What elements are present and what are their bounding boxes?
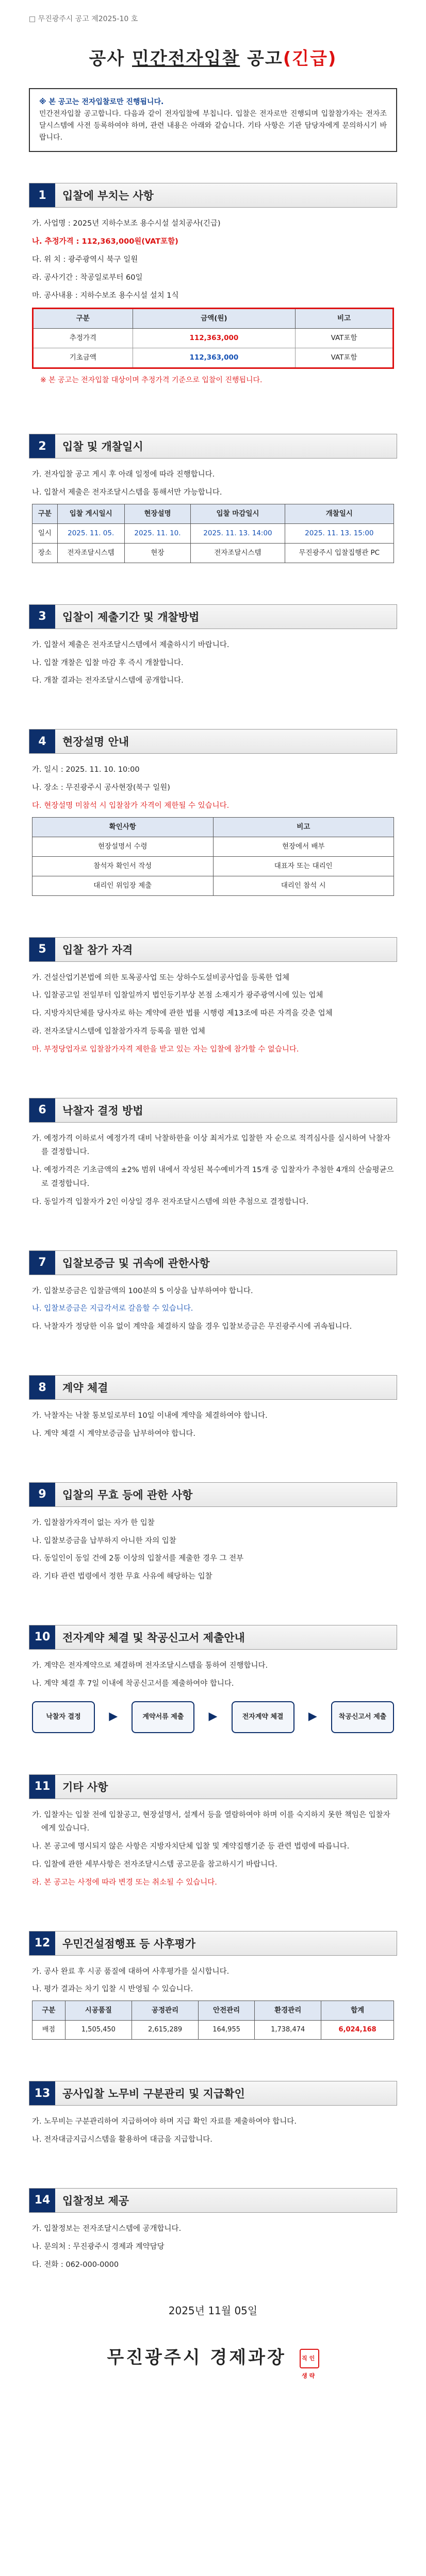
item: 가. 노무비는 구분관리하여 지급하여야 하며 지급 확인 자료를 제출하여야 합니다. (32, 2117, 297, 2126)
table-row: 현장설명서 수령 현장에서 배부 (32, 837, 394, 856)
section-number: 11 (29, 1775, 55, 1799)
section-header (29, 434, 397, 459)
section-12 (29, 1931, 397, 2040)
section-number: 2 (29, 434, 55, 458)
item: 나. 예정가격은 기초금액의 ±2% 범위 내에서 작성된 복수예비가격 15개 중 입찰자가 추첨한 4개의 산술평균으로 결정합니다. (32, 1166, 394, 1189)
item: 가. 일시 : 2025. 11. 10. 10:00 (32, 766, 140, 774)
section-8 (29, 1375, 397, 1441)
item: 나. 입찰보증금을 납부하지 아니한 자의 입찰 (32, 1536, 176, 1545)
section-number: 4 (29, 730, 55, 753)
issuing-organization: 무진광주시 경제과장 직인생략 (29, 2343, 397, 2368)
section-title: 우민건설점행표 등 사후평가 (62, 1937, 196, 1950)
section-number: 14 (29, 2189, 55, 2212)
table-row: 참석자 확인서 작성 대표자 또는 대리인 (32, 856, 394, 876)
item: 나. 장소 : 무진광주시 공사현장(북구 일원) (32, 784, 170, 792)
intro-text: 민간전자입찰 공고합니다. 다음과 같이 전자입찰에 부칩니다. 입찰은 전자로만 진행되며 입찰참가자는 전자조달시스템에 사전 등록하여야 하며, 관련 내용은 아래와 같습니다. 기타 사항은 기관 담당자에게 문의하시기 바랍니다. (39, 110, 387, 142)
section-title: 기타 사항 (62, 1781, 108, 1793)
section-number: 8 (29, 1376, 55, 1399)
item: 라. 기타 관련 법령에서 정한 무효 사유에 해당하는 입찰 (32, 1572, 212, 1581)
table-row: 일시 2025. 11. 05. 2025. 11. 10. 2025. 11. 13. 14:00 2025. 11. 13. 15:00 (32, 523, 394, 543)
item: 마. 부정당업자로 입찰참가자격 제한을 받고 있는 자는 입찰에 참가할 수 없습니다. (32, 1045, 299, 1054)
section-4 (29, 729, 397, 895)
item: 라. 전자조달시스템에 입찰참가자격 등록을 필한 업체 (32, 1027, 205, 1036)
section-title: 입찰 참가 자격 (62, 943, 133, 956)
process-step: 전자계약 체결 (232, 1701, 294, 1733)
notice-number: □ 무진광주시 공고 제2025-10 호 (29, 15, 138, 23)
section-title: 현장설명 안내 (62, 736, 129, 749)
section-number: 7 (29, 1251, 55, 1275)
section-10 (29, 1625, 397, 1733)
item: 가. 입찰정보는 전자조달시스템에 공개합니다. (32, 2224, 182, 2233)
section-number: 3 (29, 605, 55, 629)
item: 나. 입찰공고일 전일부터 입찰일까지 법인등기부상 본점 소재지가 광주광역시에 있는 업체 (32, 991, 323, 1000)
section-header (29, 1482, 397, 1507)
item: 가. 사업명 : 2025년 지하수보조 용수시설 설치공사(긴급) (32, 219, 221, 228)
section-3 (29, 604, 397, 688)
section-number: 6 (29, 1098, 55, 1122)
section-title: 입찰정보 제공 (62, 2194, 129, 2207)
score-table: 구분 시공품질 공정관리 안전관리 환경관리 합계 배점 1,505,450 2,615,289 164,955 1,738,474 6,024,168 (32, 2001, 394, 2040)
table-row: 기초금액 112,363,000 VAT포함 (33, 348, 394, 368)
process-step: 계약서류 제출 (132, 1701, 194, 1733)
item: 가. 입찰자는 입찰 전에 입찰공고, 현장설명서, 설계서 등을 열람하여야 하며 이를 숙지하지 못한 책임은 입찰자에게 있습니다. (32, 1810, 390, 1833)
item: 나. 평가 결과는 차기 입찰 시 반영될 수 있습니다. (32, 1985, 193, 1994)
process-step: 낙찰자 결정 (32, 1701, 95, 1733)
section-header (29, 1375, 397, 1400)
item: 다. 전화 : 062-000-0000 (32, 2260, 119, 2269)
intro-highlight: ※ 본 공고는 전자입찰로만 진행됩니다. (39, 98, 164, 106)
section-number: 10 (29, 1625, 55, 1649)
section-header (29, 2188, 397, 2213)
section-title: 입찰의 무효 등에 관한 사항 (62, 1488, 193, 1501)
item: 나. 입찰보증금은 지급각서로 갈음할 수 있습니다. (32, 1304, 193, 1313)
issue-date: 2025년 11월 05일 (168, 2304, 258, 2317)
table-row: 배점 1,505,450 2,615,289 164,955 1,738,474 6,024,168 (32, 2021, 394, 2040)
schedule-table: 구분 입찰 게시일시 현장설명 입찰 마감일시 개찰일시 일시 2025. 11. 05. 2025. 11. 10. 2025. 11. 13. 14:00 2025. 11. 13. 15:00 장소 전자조달시스템 현장 전자조달시스템 무진광주시 입찰집행관 PC (32, 504, 394, 563)
section-title: 계약 체결 (62, 1382, 108, 1395)
arrow-right-icon: ▶ (308, 1710, 317, 1723)
item: 나. 추정가격 : 112,363,000원(VAT포함) (32, 238, 178, 246)
item: 가. 입찰서 제출은 전자조달시스템에서 제출하시기 바랍니다. (32, 640, 230, 649)
item: 라. 공사기간 : 착공일로부터 60일 (32, 273, 143, 282)
table-row: 장소 전자조달시스템 현장 전자조달시스템 무진광주시 입찰집행관 PC (32, 543, 394, 563)
section-header (29, 937, 397, 962)
item: 나. 본 공고에 명시되지 않은 사항은 지방자치단체 입찰 및 계약집행기준 등 관련 법령에 따릅니다. (32, 1842, 350, 1851)
item: 나. 문의처 : 무진광주시 경제과 계약담당 (32, 2242, 165, 2251)
section-header (29, 1931, 397, 1956)
item: 가. 입찰보증금은 입찰금액의 100분의 5 이상을 납부하여야 합니다. (32, 1286, 253, 1295)
item: 마. 공사내용 : 지하수보조 용수시설 설치 1식 (32, 291, 179, 300)
section-2 (29, 434, 397, 563)
item: 나. 계약 체결 시 계약보증금을 납부하여야 합니다. (32, 1429, 196, 1438)
section-header (29, 183, 397, 208)
item: 다. 동일가격 입찰자가 2인 이상일 경우 전자조달시스템에 의한 추첨으로 결정합니다. (32, 1197, 309, 1206)
intro-box (29, 88, 397, 152)
item: 가. 건설산업기본법에 의한 토목공사업 또는 상하수도설비공사업을 등록한 업체 (32, 973, 290, 982)
check-table: 확인사항 비고 현장설명서 수령 현장에서 배부 참석자 확인서 작성 대표자 또는 대리인 대리인 위임장 제출 대리인 참석 시 (32, 817, 394, 896)
seal-stamp: 직인생략 (300, 2349, 319, 2368)
section-header (29, 2081, 397, 2106)
price-table: 구분 금액(원) 비고 추정가격 112,363,000 VAT포함 기초금액 112,363,000 VAT포함 (32, 308, 394, 369)
section-title: 낙찰자 결정 방법 (62, 1104, 143, 1117)
item: 다. 지방자치단체를 당사자로 하는 계약에 관한 법률 시행령 제13조에 따른 자격을 갖춘 업체 (32, 1009, 333, 1018)
document-title: 공사 민간전자입찰 공고(긴급) (89, 48, 337, 69)
item: 나. 입찰서 제출은 전자조달시스템을 통해서만 가능합니다. (32, 488, 222, 497)
section-title: 입찰이 제출기간 및 개찰방법 (62, 611, 200, 623)
item: 가. 전자입찰 공고 게시 후 아래 일정에 따라 진행합니다. (32, 470, 215, 479)
item: 나. 계약 체결 후 7일 이내에 착공신고서를 제출하여야 합니다. (32, 1679, 234, 1688)
item: 다. 현장설명 미참석 시 입찰참가 자격이 제한될 수 있습니다. (32, 801, 230, 810)
section-1 (29, 183, 397, 387)
section-header (29, 1774, 397, 1799)
note: ※ 본 공고는 전자입찰 대상이며 추정가격 기준으로 입찰이 진행됩니다. (40, 376, 263, 385)
item: 다. 동일인이 동일 건에 2통 이상의 입찰서를 제출한 경우 그 전부 (32, 1554, 244, 1563)
section-title: 전자계약 체결 및 착공신고서 제출안내 (62, 1631, 245, 1644)
table-row: 추정가격 112,363,000 VAT포함 (33, 329, 394, 348)
section-title: 공사입찰 노무비 구분관리 및 지급확인 (62, 2088, 245, 2100)
item: 다. 낙찰자가 정당한 이유 없이 계약을 체결하지 않을 경우 입찰보증금은 무진광주시에 귀속됩니다. (32, 1323, 352, 1331)
process-steps (32, 1701, 394, 1733)
section-number: 12 (29, 1931, 55, 1955)
section-7 (29, 1250, 397, 1334)
arrow-right-icon: ▶ (208, 1710, 218, 1723)
section-11 (29, 1774, 397, 1890)
section-14 (29, 2188, 397, 2272)
section-title: 입찰에 부치는 사항 (62, 190, 154, 202)
item: 가. 낙찰자는 낙찰 통보일로부터 10일 이내에 계약을 체결하여야 합니다. (32, 1412, 268, 1420)
section-header (29, 604, 397, 629)
section-number: 13 (29, 2081, 55, 2105)
section-number: 5 (29, 938, 55, 961)
item: 가. 예정가격 이하로서 예정가격 대비 낙찰하한율 이상 최저가로 입찰한 자 순으로 적격심사를 실시하여 낙찰자를 결정합니다. (32, 1134, 390, 1157)
section-header (29, 1098, 397, 1123)
item: 가. 계약은 전자계약으로 체결하며 전자조달시스템을 통하여 진행합니다. (32, 1661, 268, 1670)
section-number: 9 (29, 1483, 55, 1506)
section-header (29, 1625, 397, 1650)
section-5 (29, 937, 397, 1057)
arrow-right-icon: ▶ (109, 1710, 118, 1723)
table-row: 대리인 위임장 제출 대리인 참석 시 (32, 876, 394, 895)
section-title: 입찰 및 개찰일시 (62, 440, 143, 453)
section-header (29, 729, 397, 754)
section-header (29, 1250, 397, 1275)
item: 다. 입찰에 관한 세부사항은 전자조달시스템 공고문을 참고하시기 바랍니다. (32, 1860, 277, 1869)
item: 다. 개찰 결과는 전자조달시스템에 공개합니다. (32, 676, 184, 685)
item: 나. 전자대금지급시스템을 활용하여 대금을 지급합니다. (32, 2136, 212, 2144)
item: 라. 본 공고는 사정에 따라 변경 또는 취소될 수 있습니다. (32, 1878, 217, 1887)
item: 가. 입찰참가자격이 없는 자가 한 입찰 (32, 1518, 155, 1527)
process-step: 착공신고서 제출 (331, 1701, 394, 1733)
section-title: 입찰보증금 및 귀속에 관한사항 (62, 1257, 210, 1269)
section-number: 1 (29, 183, 55, 207)
section-6 (29, 1098, 397, 1209)
item: 나. 입찰 개찰은 입찰 마감 후 즉시 개찰합니다. (32, 658, 184, 667)
item: 가. 공사 완료 후 시공 품질에 대하여 사후평가를 실시합니다. (32, 1967, 230, 1976)
section-9 (29, 1482, 397, 1584)
item: 다. 위 치 : 광주광역시 북구 일원 (32, 256, 138, 264)
section-13 (29, 2081, 397, 2147)
